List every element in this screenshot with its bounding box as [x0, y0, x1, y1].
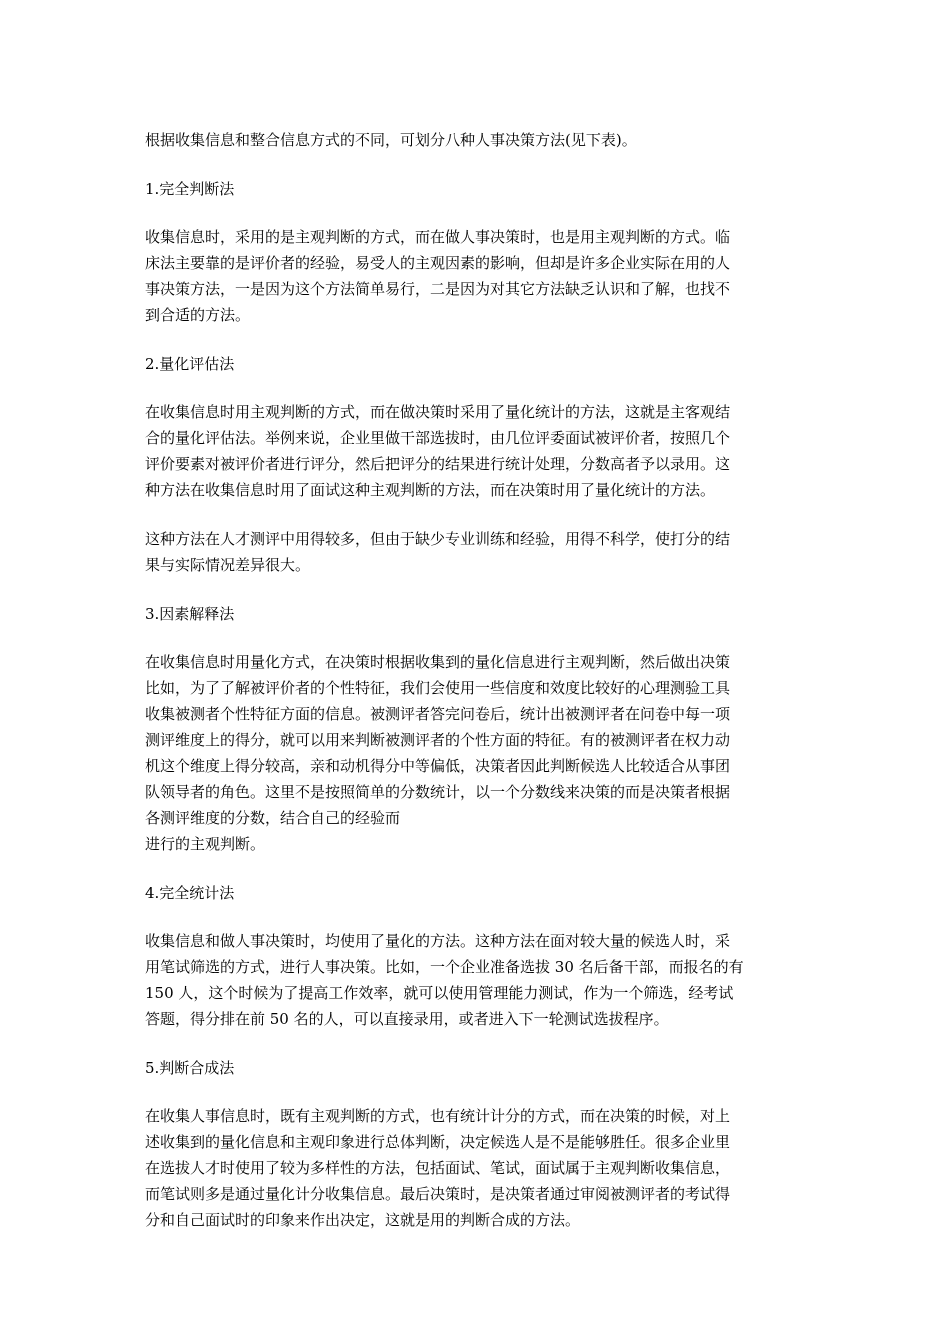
text-line: 事决策方法，一是因为这个方法简单易行，二是因为对其它方法缺乏认识和了解，也找不 — [145, 280, 731, 298]
text-line: 比如，为了了解被评价者的个性特征，我们会使用一些信度和效度比较好的心理测验工具 — [145, 679, 731, 697]
section-1-paragraph-1 — [145, 224, 813, 328]
section-3-paragraph-1 — [145, 649, 813, 857]
section-heading-5: 5.判断合成法 — [145, 1059, 235, 1077]
text-line: 收集信息时，采用的是主观判断的方式，而在做人事决策时，也是用主观判断的方式。临 — [145, 228, 731, 246]
text-line: 述收集到的量化信息和主观印象进行总体判断，决定候选人是不是能够胜任。很多企业里 — [145, 1133, 731, 1151]
text-line: 合的量化评估法。举例来说，企业里做干部选拔时，由几位评委面试被评价者，按照几个 — [145, 429, 731, 447]
text-line: 评价要素对被评价者进行评分，然后把评分的结果进行统计处理，分数高者予以录用。这 — [145, 455, 731, 473]
text-line: 答题，得分排在前 50 名的人，可以直接录用，或者进入下一轮测试选拔程序。 — [145, 1010, 669, 1028]
text-line: 收集信息和做人事决策时，均使用了量化的方法。这种方法在面对较大量的候选人时，采 — [145, 932, 731, 950]
section-5-paragraph-1 — [145, 1103, 813, 1233]
section-heading-2: 2.量化评估法 — [145, 355, 235, 373]
text-line: 队领导者的角色。这里不是按照简单的分数统计，以一个分数线来决策的而是决策者根据 — [145, 783, 731, 801]
document-body — [145, 127, 813, 1233]
text-line: 用笔试筛选的方式，进行人事决策。比如，一个企业准备选拔 30 名后备干部，而报名的有 — [145, 958, 744, 976]
text-line: 分和自己面试时的印象来作出决定，这就是用的判断合成的方法。 — [145, 1211, 581, 1229]
text-line: 在收集信息时用量化方式，在决策时根据收集到的量化信息进行主观判断，然后做出决策 — [145, 653, 731, 671]
section-heading-1: 1.完全判断法 — [145, 180, 235, 198]
text-line: 各测评维度的分数，结合自己的经验而 — [145, 809, 401, 827]
text-line: 这种方法在人才测评中用得较多，但由于缺少专业训练和经验，用得不科学，使打分的结 — [145, 530, 731, 548]
text-line: 果与实际情况差异很大。 — [145, 556, 311, 574]
intro-paragraph: 根据收集信息和整合信息方式的不同，可划分八种人事决策方法(见下表)。 — [145, 131, 637, 149]
text-line: 到合适的方法。 — [145, 306, 251, 324]
text-line: 床法主要靠的是评价者的经验，易受人的主观因素的影响，但却是许多企业实际在用的人 — [145, 254, 731, 272]
text-line: 进行的主观判断。 — [145, 835, 266, 853]
section-2-paragraph-1 — [145, 399, 813, 503]
text-line: 机这个维度上得分较高，亲和动机得分中等偏低，决策者因此判断候选人比较适合从事团 — [145, 757, 731, 775]
text-line: 收集被测者个性特征方面的信息。被测评者答完问卷后，统计出被测评者在问卷中每一项 — [145, 705, 731, 723]
section-heading-3: 3.因素解释法 — [145, 605, 235, 623]
text-line: 在选拔人才时使用了较为多样性的方法，包括面试、笔试，面试属于主观判断收集信息， — [145, 1159, 731, 1177]
text-line: 在收集人事信息时，既有主观判断的方式，也有统计计分的方式，而在决策的时候，对上 — [145, 1107, 731, 1125]
text-line: 150 人，这个时候为了提高工作效率，就可以使用管理能力测试，作为一个筛选，经考试 — [145, 984, 734, 1002]
section-2-paragraph-2 — [145, 526, 813, 578]
text-line: 而笔试则多是通过量化计分收集信息。最后决策时，是决策者通过审阅被测评者的考试得 — [145, 1185, 731, 1203]
text-line: 种方法在收集信息时用了面试这种主观判断的方法，而在决策时用了量化统计的方法。 — [145, 481, 716, 499]
text-line: 测评维度上的得分，就可以用来判断被测评者的个性方面的特征。有的被测评者在权力动 — [145, 731, 731, 749]
section-heading-4: 4.完全统计法 — [145, 884, 235, 902]
text-line: 在收集信息时用主观判断的方式，而在做决策时采用了量化统计的方法，这就是主客观结 — [145, 403, 731, 421]
section-4-paragraph-1 — [145, 928, 813, 1032]
